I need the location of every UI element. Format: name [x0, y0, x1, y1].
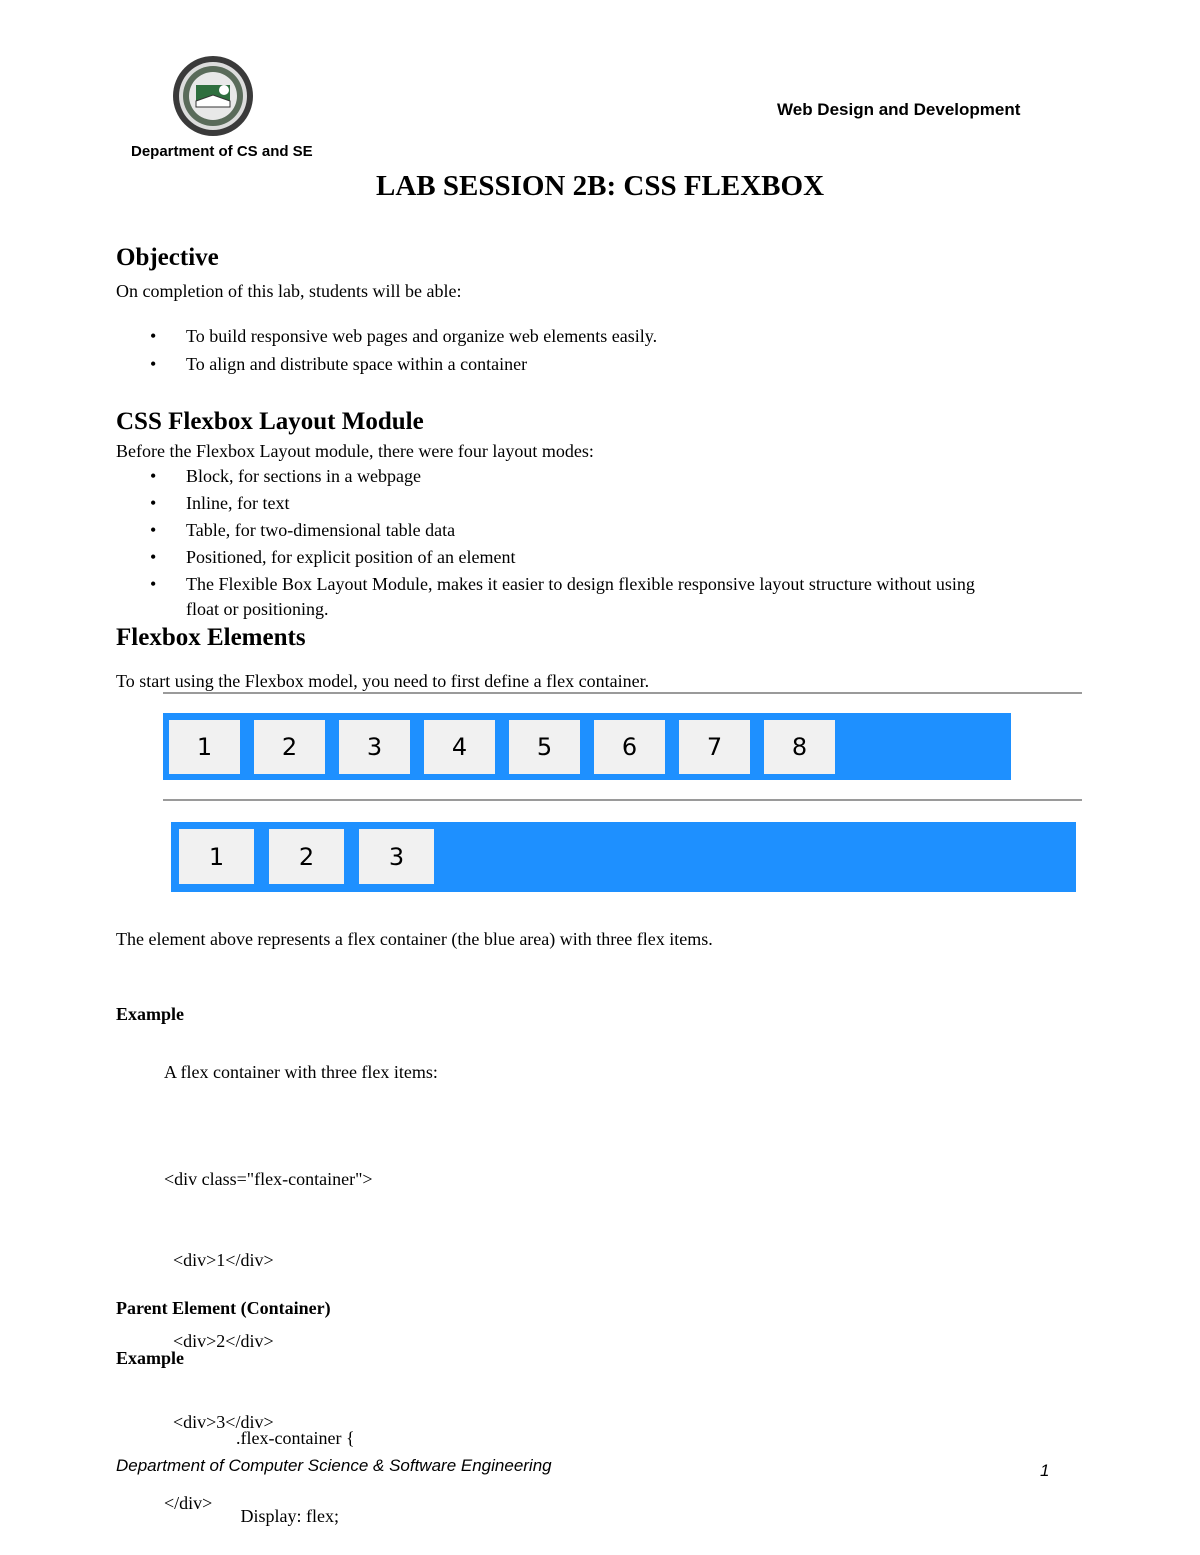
flex-container-demo-3	[171, 822, 1076, 892]
code-line: <div>1</div>	[164, 1250, 274, 1270]
page-title: LAB SESSION 2B: CSS FLEXBOX	[375, 170, 825, 202]
footer-department: Department of Computer Science & Software Engineering	[116, 1456, 552, 1475]
list-item: • Positioned, for explicit position of an element	[116, 545, 1096, 570]
university-seal-logo	[172, 55, 254, 137]
layout-module-heading: CSS Flexbox Layout Module	[116, 408, 424, 435]
list-item: • The Flexible Box Layout Module, makes it easier to design flexible responsive layout structure without using float or positioning.	[150, 574, 975, 619]
example-label: Example	[116, 1348, 185, 1368]
flex-item: 6	[594, 720, 665, 774]
bullet-icon: •	[150, 466, 157, 486]
bullet-icon: •	[150, 547, 157, 567]
flexbox-elements-intro: To start using the Flexbox model, you need to first define a flex container.	[116, 671, 650, 691]
code-line: .flex-container {	[236, 1428, 355, 1448]
bullet-icon: •	[150, 326, 157, 346]
divider	[163, 799, 1082, 801]
code-line: <div>2</div>	[164, 1331, 274, 1351]
example-label: Example	[116, 1004, 185, 1024]
parent-element-heading: Parent Element (Container)	[116, 1298, 331, 1318]
divider	[163, 692, 1082, 694]
list-item: • Block, for sections in a webpage	[116, 464, 1096, 489]
flex-item: 3	[359, 829, 434, 884]
code-line: </div>	[164, 1493, 213, 1513]
bullet-icon: •	[150, 520, 157, 540]
layout-module-intro: Before the Flexbox Layout module, there were four layout modes:	[116, 441, 594, 461]
bullet-icon: •	[150, 574, 157, 594]
flex-item: 1	[179, 829, 254, 884]
code-line: <div>3</div>	[164, 1412, 274, 1432]
objective-intro: On completion of this lab, students will be able:	[116, 281, 462, 301]
flexbox-caption: The element above represents a flex container (the blue area) with three flex items.	[116, 929, 713, 949]
flex-item: 8	[764, 720, 835, 774]
code-line: <div class="flex-container">	[164, 1169, 373, 1189]
list-item: • Inline, for text	[116, 491, 1096, 516]
example-intro: A flex container with three flex items:	[164, 1062, 438, 1082]
page-number: 1	[1040, 1461, 1050, 1480]
list-item: • To align and distribute space within a container	[116, 352, 1096, 377]
objective-heading: Objective	[116, 244, 219, 271]
flex-item: 1	[169, 720, 240, 774]
flex-container-demo-8	[163, 713, 1011, 780]
list-item: • To build responsive web pages and organize web elements easily.	[116, 324, 1096, 349]
bullet-icon: •	[150, 354, 157, 374]
flex-item: 3	[339, 720, 410, 774]
flex-item: 4	[424, 720, 495, 774]
code-line: Display: flex;	[236, 1506, 339, 1526]
department-label: Department of CS and SE	[131, 143, 313, 160]
flex-item: 7	[679, 720, 750, 774]
list-item: • Table, for two-dimensional table data	[116, 518, 1096, 543]
flex-item: 5	[509, 720, 580, 774]
flex-item: 2	[269, 829, 344, 884]
bullet-icon: •	[150, 493, 157, 513]
flex-item: 2	[254, 720, 325, 774]
flexbox-elements-heading: Flexbox Elements	[116, 624, 306, 651]
course-title: Web Design and Development	[777, 100, 1021, 119]
